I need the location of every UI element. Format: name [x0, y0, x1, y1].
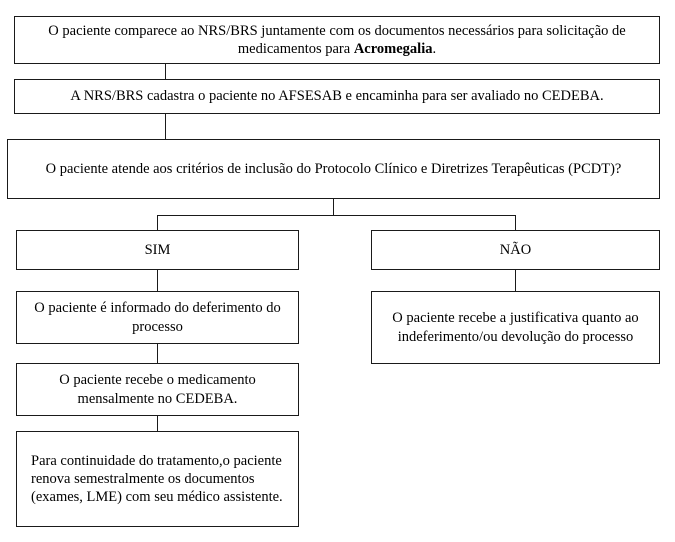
node-register-text: A NRS/BRS cadastra o paciente no AFSESAB e encaminha para ser avaliado no CEDEBA. — [70, 88, 604, 105]
connector-split-to-no — [515, 215, 516, 230]
node-monthly — [16, 363, 299, 416]
connector-split-to-yes — [157, 215, 158, 230]
connector-yes-to-approved — [157, 270, 158, 291]
node-no-branch — [371, 230, 660, 270]
node-monthly-text: O paciente recebe o medicamento mensalmente no CEDEBA. — [59, 372, 256, 407]
connector-monthly-to-renewal — [157, 416, 158, 431]
node-yes-branch-text: SIM — [144, 241, 171, 258]
connector-approved-to-monthly — [157, 344, 158, 363]
node-yes-branch — [16, 230, 299, 270]
node-start — [14, 16, 660, 64]
node-approved — [16, 291, 299, 344]
connector-register-to-decision — [165, 114, 166, 139]
node-decision-text: O paciente atende aos critérios de inclusão do Protocolo Clínico e Diretrizes Terapêuticas (PCDT)? — [45, 160, 622, 177]
connector-split-horizontal — [157, 215, 516, 216]
node-start-text: O paciente comparece ao NRS/BRS juntamente com os documentos necessários para solicitação de medicamentos para Acromegalia. — [48, 22, 626, 57]
node-denied — [371, 291, 660, 364]
node-register — [14, 79, 660, 114]
node-no-branch-text: NÃO — [499, 241, 532, 258]
connector-decision-down — [333, 199, 334, 215]
node-denied-text: O paciente recebe a justificativa quanto ao indeferimento/ou devolução do processo — [392, 310, 639, 345]
node-approved-text: O paciente é informado do deferimento do processo — [34, 300, 281, 335]
node-renewal — [16, 431, 299, 527]
node-renewal-text: Para continuidade do tratamento,o paciente renova semestralmente os documentos (exames, LME) com seu médico assistente. — [31, 452, 283, 506]
connector-no-to-denied — [515, 270, 516, 291]
node-decision — [7, 139, 660, 199]
connector-start-to-register — [165, 64, 166, 79]
